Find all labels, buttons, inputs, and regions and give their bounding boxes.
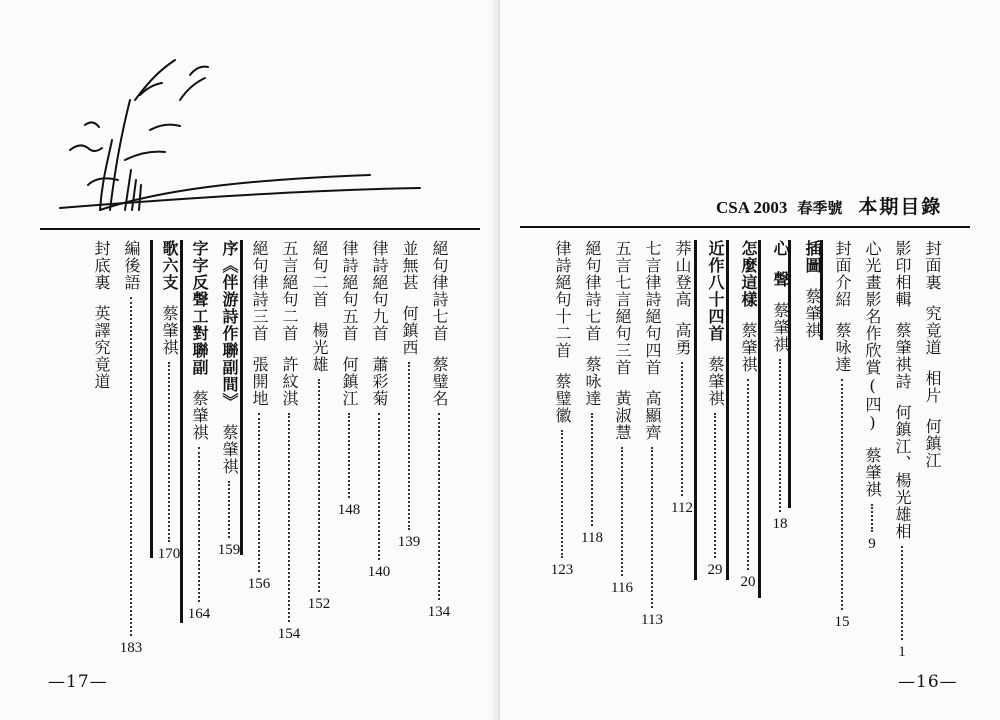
entry-page: 159 [217,542,241,558]
entry-title: 封底裏 [92,240,111,291]
page-number: —17— [48,672,108,692]
entry-page: 15 [834,614,850,630]
entry-author: 蔡肇祺 [771,302,790,353]
entry-title: 怎麼這樣 [739,240,758,308]
entry-title: 七言律詩絕句四首 [643,240,662,376]
entry-author: 高勇 [673,322,692,356]
entry-title: 絕句律詩七首 [583,240,602,342]
toc-entry[interactable] [737,240,759,590]
leader-dots [621,447,623,576]
entry-title: 影印相輯 [893,240,912,308]
leader-dots [228,481,230,538]
toc-entry[interactable] [801,240,823,350]
toc-entry[interactable] [278,240,300,642]
entry-page: 164 [187,606,211,622]
magazine-label: CSA 2003 [716,198,788,217]
page-number: —16— [898,672,958,692]
entry-author: 高顯齊 [643,390,662,441]
entry-author: 蔡璧徽 [553,373,572,424]
entry-page: 29 [707,562,723,578]
entry-author: 黃淑慧 [613,390,632,441]
entry-author: 何鎮江 [340,356,359,407]
entry-page: 123 [550,562,574,578]
entry-page: 118 [581,530,603,546]
entry-title: 心 [771,240,790,257]
toc-entry[interactable] [704,240,726,578]
leader-dots [714,413,716,558]
leader-dots [779,359,781,512]
leader-dots [258,413,260,572]
section-bar [180,240,183,623]
leader-dots [651,447,653,608]
leader-dots [747,379,749,570]
leader-dots [288,413,290,622]
entry-page: 20 [740,574,756,590]
entry-title: 五言絕句二首 [280,240,299,342]
entry-author: 蔡咏達 [833,322,852,373]
toc-entry[interactable] [891,240,913,660]
entry-page: 140 [367,564,391,580]
entry-title: 心光畫影名作欣賞(四) [863,240,882,433]
entry-author: 蔡咏達 [583,356,602,407]
toc-entry[interactable] [188,240,210,622]
toc-entry[interactable] [428,240,450,620]
entry-subtitle: 英譯究竟道 [92,305,111,390]
section-bar [240,240,243,555]
entry-title: 絕句二首 [310,240,329,308]
toc-entry[interactable] [338,240,360,518]
toc-entry[interactable] [861,240,883,552]
entry-page: 1 [898,644,906,660]
entry-title: 歌六支 [160,240,179,291]
toc-entry[interactable] [218,240,240,558]
entry-author: 何鎮江、楊光雄相 [893,404,912,540]
entry-title: 字字反聲工對聯副 [190,240,209,376]
entry-author: 楊光雄 [310,322,329,373]
left-header-rule [40,228,480,230]
entry-title: 編後語 [122,240,141,291]
toc-entry[interactable] [158,240,180,562]
leader-dots [561,430,563,558]
entry-title: 插圖 [803,240,822,274]
section-bar [150,240,153,558]
toc-entry[interactable] [368,240,390,580]
entry-author: 蕭彩菊 [370,356,389,407]
leader-dots [438,413,440,600]
leader-dots [871,504,873,532]
bamboo-sketch-illustration [40,40,440,220]
toc-entry[interactable] [641,240,663,628]
entry-author: 蔡肇祺 [190,390,209,441]
entry-title: 絕句律詩七首 [430,240,449,342]
entry-title: 近作八十四首 [706,240,725,342]
toc-entry[interactable] [671,240,693,516]
entry-page: 156 [247,576,271,592]
leader-dots [901,546,903,640]
entry-page: 134 [427,604,451,620]
entry-page: 152 [307,596,331,612]
toc-entry[interactable] [831,240,853,630]
leader-dots [681,362,683,496]
leader-dots [408,362,410,530]
leader-dots [378,413,380,560]
entry-page: 148 [337,502,361,518]
entry-title: 律詩絕句九首 [370,240,389,342]
toc-entry[interactable] [120,240,142,656]
entry-author: 蔡肇祺 [863,447,882,498]
entry-author: 張開地 [250,356,269,407]
entry-title: 律詩絕句五首 [340,240,359,342]
entry-page: 113 [641,612,663,628]
entry-author: 何鎮西 [400,305,419,356]
entry-author: 蔡肇祺 [739,322,758,373]
leader-dots [198,447,200,602]
right-header-rule [520,226,970,228]
entry-page: 116 [611,580,633,596]
entry-title: 並無甚 [400,240,419,291]
leader-dots [318,379,320,592]
entry-subtitle: 相片 [923,370,942,404]
entry-page: 112 [671,500,693,516]
entry-author: 蔡肇祺 [803,288,822,339]
section-bar [726,240,729,580]
entry-title: 絕句律詩三首 [250,240,269,342]
entry-page: 9 [868,536,876,552]
entry-page: 139 [397,534,421,550]
toc-entry[interactable] [90,240,112,400]
toc-entry[interactable] [611,240,633,596]
toc-entry[interactable] [398,240,420,550]
toc-entry[interactable] [248,240,270,592]
entry-subtitle: 蔡肇祺詩 [893,322,912,390]
toc-entry[interactable] [921,240,943,470]
toc-entry[interactable] [308,240,330,612]
leader-dots [348,413,350,498]
toc-header [716,192,956,219]
entry-subtitle: 究竟道 [923,305,942,356]
entry-title: 五言七言絕句三首 [613,240,632,376]
entry-author: 蔡璧名 [430,356,449,407]
leader-dots [168,362,170,542]
leader-dots [841,379,843,610]
toc-entry[interactable] [581,240,603,546]
entry-title: 莽山登高 [673,240,692,308]
entry-author: 何鎮江 [923,418,942,469]
toc-entry[interactable] [551,240,573,578]
entry-page: 18 [772,516,788,532]
entry-author: 許紋淇 [280,356,299,407]
entry-title: 封面裏 [923,240,942,291]
issue-label: 春季號 [797,199,843,217]
entry-author: 蔡肇祺 [160,305,179,356]
section-bar [694,240,697,580]
entry-title: 聲 [771,271,790,288]
entry-title: 律詩絕句十二首 [553,240,572,359]
entry-page: 183 [119,640,143,656]
leader-dots [591,413,593,526]
leader-dots [130,297,132,636]
entry-title: 序《伴游詩作聯副間》 [220,240,239,410]
entry-author: 蔡肇祺 [220,424,239,475]
toc-entry[interactable] [769,240,791,532]
entry-page: 170 [157,546,181,562]
page-title: 本期目錄 [858,196,943,218]
entry-title: 封面介紹 [833,240,852,308]
entry-author: 蔡肇祺 [706,356,725,407]
entry-page: 154 [277,626,301,642]
